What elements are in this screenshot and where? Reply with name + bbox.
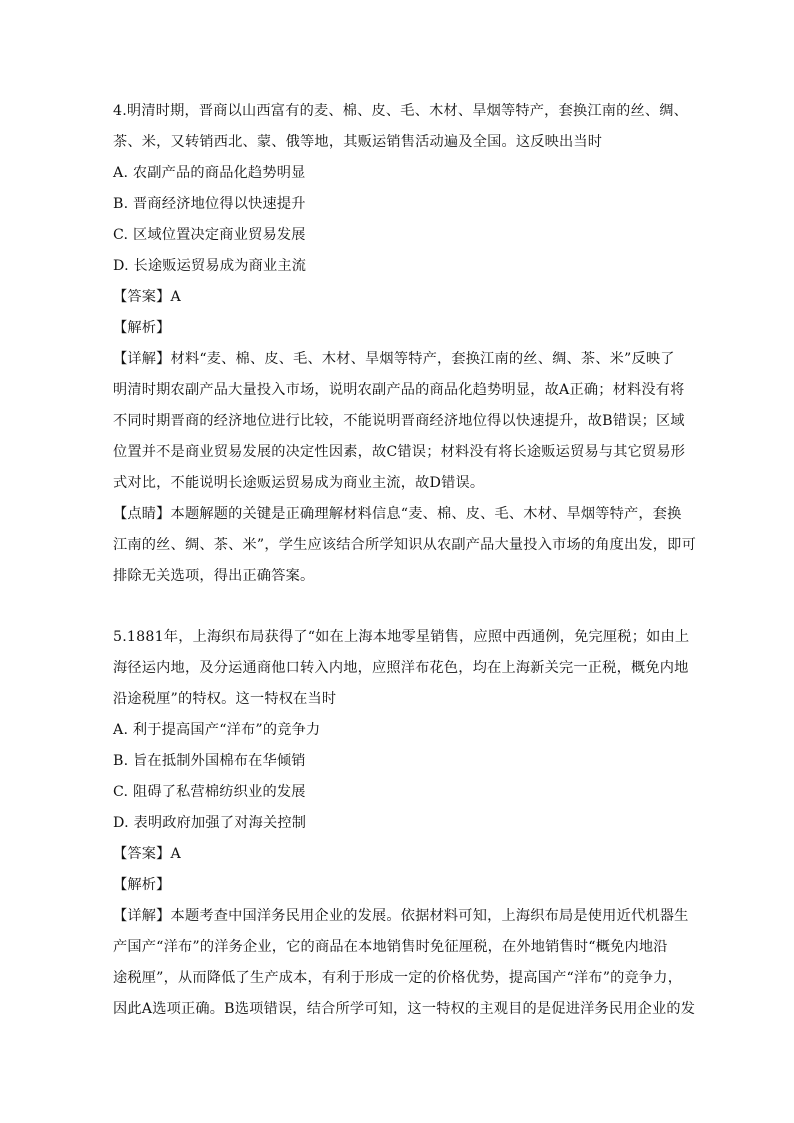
- detail-line: 式对比，不能说明长途贩运贸易成为商业主流，故D错误。: [113, 475, 485, 491]
- tip-line: 江南的丝、绸、茶、米”，学生应该结合所学知识从农副产品大量投入市场的角度出发，即可: [113, 537, 696, 553]
- detail-line: 【详解】本题考查中国洋务民用企业的发展。依据材料可知，上海织布局是使用近代机器生: [113, 908, 689, 924]
- analysis-label: 【解析】: [113, 877, 171, 893]
- question-stem-line: 海径运内地，及分运通商他口转入内地，应照洋布花色，均在上海新关完一正税，概免内地: [113, 660, 689, 676]
- tip-line: 排除无关选项，得出正确答案。: [113, 568, 315, 584]
- question-4: [113, 96, 696, 592]
- detail-line: 产国产“洋布”的洋务企业，它的商品在本地销售时免征厘税，在外地销售时“概免内地沿: [113, 939, 668, 955]
- question-5: [113, 622, 696, 1025]
- option-c: C. 区域位置决定商业贸易发展: [113, 227, 306, 243]
- question-stem-line: 5.1881年，上海织布局获得了“如在上海本地零星销售，应照中西通例，免完厘税；如由上: [113, 629, 690, 645]
- question-separator: [113, 592, 685, 622]
- option-b: B. 旨在抵制外国棉布在华倾销: [113, 753, 306, 769]
- detail-line: 【详解】材料“麦、棉、皮、毛、木材、旱烟等特产，套换江南的丝、绸、茶、米”反映了: [113, 351, 675, 367]
- detail-line: 位置并不是商业贸易发展的决定性因素，故C错误；材料没有将长途贩运贸易与其它贸易形: [113, 444, 686, 460]
- document-page: [113, 96, 696, 1025]
- option-c: C. 阻碍了私营棉纺织业的发展: [113, 784, 306, 800]
- tip-line: 【点睛】本题解题的关键是正确理解材料信息“麦、棉、皮、毛、木材、旱烟等特产，套换: [113, 506, 682, 522]
- question-stem-line: 4.明清时期，晋商以山西富有的麦、棉、皮、毛、木材、旱烟等特产，套换江南的丝、绸、: [113, 103, 689, 119]
- detail-line: 途税厘”，从而降低了生产成本，有利于形成一定的价格优势，提高国产“洋布”的竞争力，: [113, 970, 683, 986]
- detail-line: 不同时期晋商的经济地位进行比较，不能说明晋商经济地位得以快速提升，故B错误；区域: [113, 413, 685, 429]
- option-a: A. 利于提高国产“洋布”的竞争力: [113, 722, 321, 738]
- option-d: D. 长途贩运贸易成为商业主流: [113, 258, 307, 274]
- question-stem-line: 沿途税厘”的特权。这一特权在当时: [113, 691, 337, 707]
- analysis-label: 【解析】: [113, 320, 171, 336]
- question-stem-line: 茶、米，又转销西北、蒙、俄等地，其贩运销售活动遍及全国。这反映出当时: [113, 134, 603, 150]
- answer-label: 【答案】A: [113, 846, 181, 862]
- option-d: D. 表明政府加强了对海关控制: [113, 815, 307, 831]
- detail-line: 因此A选项正确。B选项错误，结合所学可知，这一特权的主观目的是促进洋务民用企业的发: [113, 1001, 696, 1017]
- answer-label: 【答案】A: [113, 289, 181, 305]
- option-b: B. 晋商经济地位得以快速提升: [113, 196, 306, 212]
- option-a: A. 农副产品的商品化趋势明显: [113, 165, 306, 181]
- detail-line: 明清时期农副产品大量投入市场，说明农副产品的商品化趋势明显，故A正确；材料没有将: [113, 382, 685, 398]
